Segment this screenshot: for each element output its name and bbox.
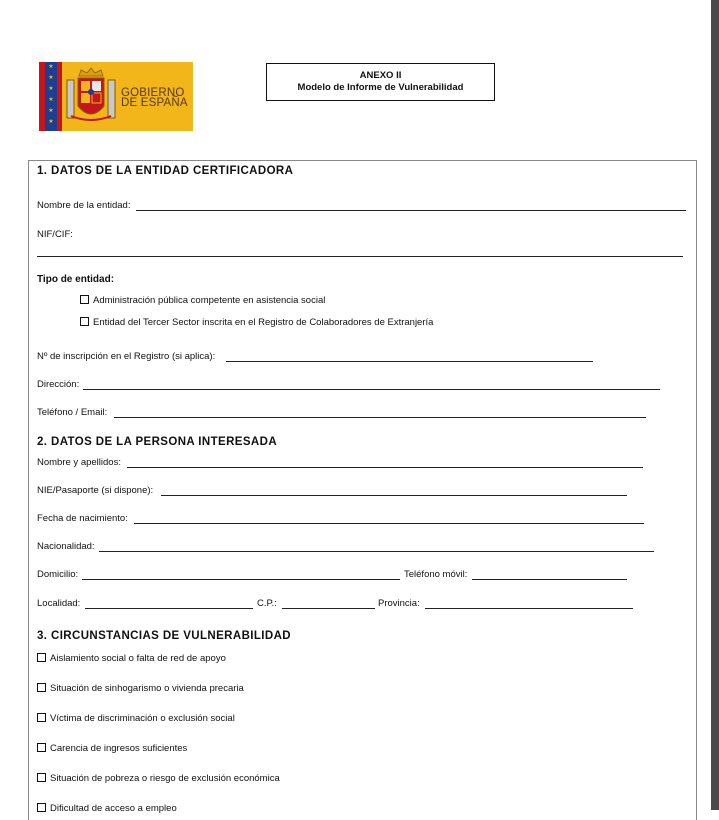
direccion-label: Dirección: <box>37 379 80 390</box>
telefono-email-field[interactable] <box>114 417 646 418</box>
cp-label: C.P.: <box>257 598 277 609</box>
vulnerabilidad-option[interactable]: Situación de sinhogarismo o vivienda precaria <box>37 683 244 694</box>
cp-field[interactable] <box>282 608 375 609</box>
vulnerabilidad-option[interactable]: Víctima de discriminación o exclusión social <box>37 713 235 724</box>
nie-label: NIE/Pasaporte (si dispone): <box>37 485 154 496</box>
logo-line1: GOBIERNO <box>121 87 185 99</box>
viewer-scrollbar-edge <box>711 0 719 810</box>
checkbox-admin[interactable] <box>80 295 89 304</box>
nie-field[interactable] <box>161 495 627 496</box>
localidad-label: Localidad: <box>37 598 81 609</box>
vulnerabilidad-option[interactable]: Carencia de ingresos suficientes <box>37 743 187 754</box>
logo-line2: DE ESPAÑA <box>121 97 188 109</box>
section3-heading: 3. CIRCUNSTANCIAS DE VULNERABILIDAD <box>37 630 292 642</box>
vulnerabilidad-option[interactable]: Aislamiento social o falta de red de apoyo <box>37 653 226 664</box>
nif-label: NIF/CIF: <box>37 229 73 240</box>
nif-field[interactable] <box>37 256 683 257</box>
section1-heading: 1. DATOS DE LA ENTIDAD CERTIFICADORA <box>37 165 294 177</box>
provincia-field[interactable] <box>425 608 633 609</box>
anexo-title: ANEXO II <box>359 70 402 81</box>
tipo-entidad-label: Tipo de entidad: <box>37 274 115 285</box>
section2-heading: 2. DATOS DE LA PERSONA INTERESADA <box>37 436 278 448</box>
tipo-option-tercer-sector[interactable]: Entidad del Tercer Sector inscrita en el Registro de Colaboradores de Extranjería <box>80 317 433 328</box>
fecha-nacimiento-label: Fecha de nacimiento: <box>37 513 128 524</box>
nombre-entidad-field[interactable] <box>136 210 686 211</box>
domicilio-label: Domicilio: <box>37 569 79 580</box>
checkbox[interactable] <box>37 653 46 662</box>
eu-stars-icon: ★ ★ ★ ★ ★ ★ <box>48 64 54 125</box>
provincia-label: Provincia: <box>378 598 420 609</box>
anexo-title-box <box>266 63 495 101</box>
telefono-movil-field[interactable] <box>472 579 627 580</box>
tipo-option-admin[interactable]: Administración pública competente en asistencia social <box>80 295 325 306</box>
registro-label: Nº de inscripción en el Registro (si aplica): <box>37 351 216 362</box>
checkbox[interactable] <box>37 713 46 722</box>
nacionalidad-label: Nacionalidad: <box>37 541 95 552</box>
anexo-subtitle: Modelo de Informe de Vulnerabilidad <box>297 82 464 93</box>
checkbox-tercer-sector[interactable] <box>80 317 89 326</box>
checkbox[interactable] <box>37 773 46 782</box>
checkbox[interactable] <box>37 743 46 752</box>
coat-of-arms-icon <box>65 66 117 128</box>
nombre-entidad-label: Nombre de la entidad: <box>37 200 131 211</box>
vulnerabilidad-option[interactable]: Situación de pobreza o riesgo de exclusión económica <box>37 773 280 784</box>
vulnerabilidad-option[interactable]: Dificultad de acceso a empleo <box>37 803 177 814</box>
gobierno-espana-logo <box>39 62 193 131</box>
domicilio-field[interactable] <box>82 579 400 580</box>
checkbox[interactable] <box>37 683 46 692</box>
nombre-apellidos-label: Nombre y apellidos: <box>37 457 121 468</box>
nacionalidad-field[interactable] <box>99 551 654 552</box>
direccion-field[interactable] <box>83 389 660 390</box>
registro-field[interactable] <box>226 361 593 362</box>
localidad-field[interactable] <box>85 608 253 609</box>
telefono-email-label: Teléfono / Email: <box>37 407 108 418</box>
telefono-movil-label: Teléfono móvil: <box>404 569 468 580</box>
checkbox[interactable] <box>37 803 46 812</box>
nombre-apellidos-field[interactable] <box>127 467 643 468</box>
fecha-nacimiento-field[interactable] <box>134 523 644 524</box>
